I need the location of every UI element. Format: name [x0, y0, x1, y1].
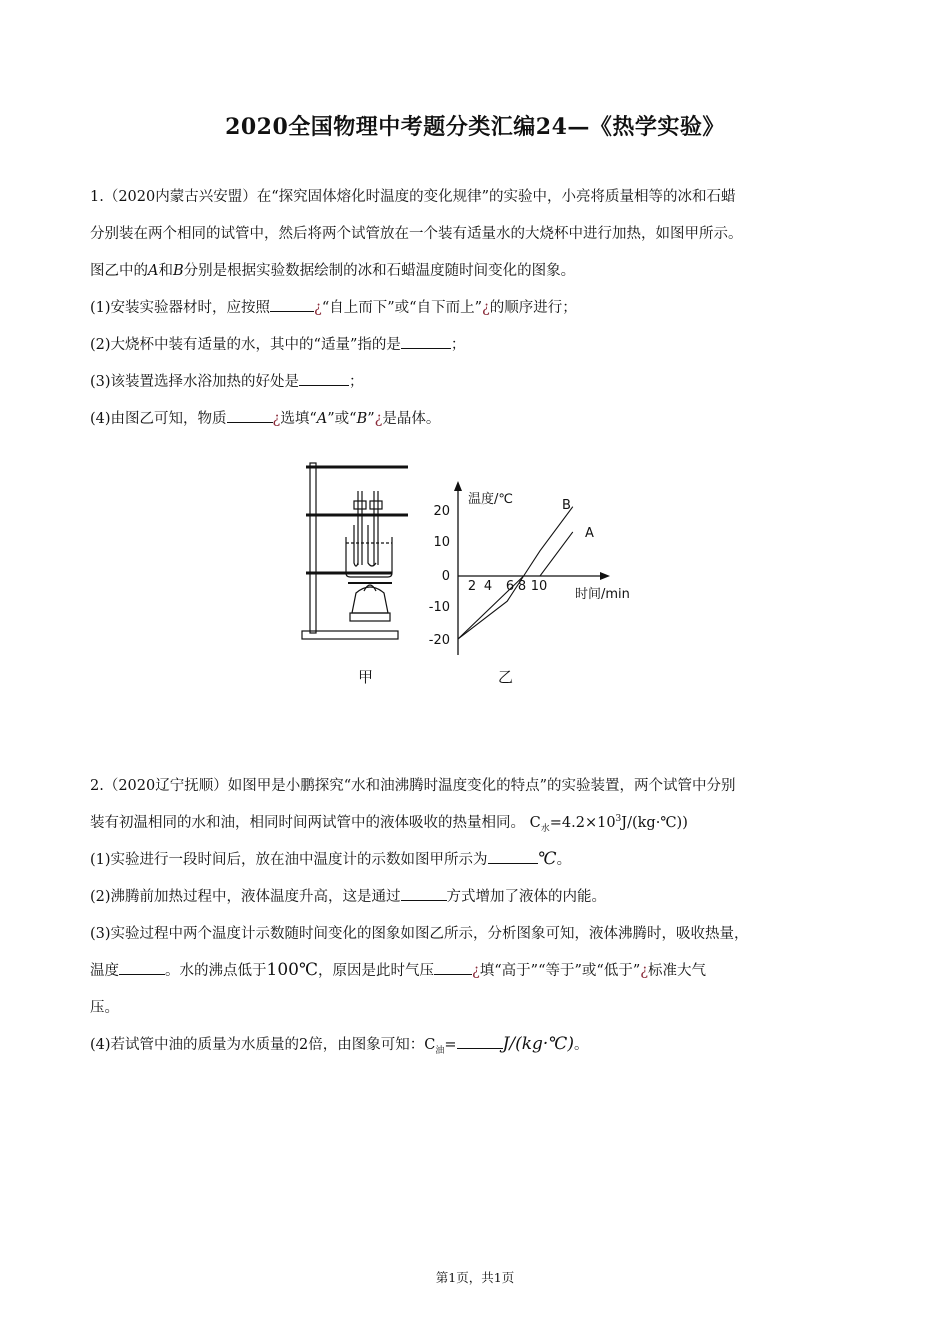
q1-part4 — [90, 407, 860, 428]
q2-part4 — [90, 1033, 860, 1056]
x-tick-label: 4 — [483, 579, 493, 594]
y-tick-label: 20 — [433, 504, 450, 519]
q1-intro-line3 — [90, 259, 860, 280]
x-tick-label: 2 — [467, 579, 477, 594]
q2-part3-text: 标准大气 — [648, 963, 707, 979]
test-tube-1 — [354, 525, 358, 566]
caption-yi: 乙 — [498, 668, 514, 686]
c-water-value: =4.2×10 — [549, 815, 616, 831]
q1-text: 分别是根据实验数据绘制的冰和石蜡温度随时间变化的图象。 — [183, 263, 576, 279]
y-axis-arrow — [454, 481, 462, 491]
q2-part2-text: (2)沸腾前加热过程中，液体温度升高，这是通过 — [90, 889, 401, 905]
q1-part4-hint: ”或“ — [327, 411, 357, 427]
inverted-question-mark: ¿ — [640, 963, 649, 979]
y-tick-label: -10 — [428, 600, 450, 615]
q1-part4-end: 是晶体。 — [382, 411, 441, 427]
answer-blank[interactable] — [457, 1034, 503, 1049]
x-tick-label: 8 — [517, 579, 527, 594]
y-tick-label: 0 — [441, 569, 450, 584]
answer-blank[interactable] — [270, 297, 314, 312]
y-tick-label: 10 — [433, 535, 450, 550]
q2-intro-line2: 装有初温相同的水和油，相同时间两试管中的液体吸收的热量相同。 $C_水=4.2\times 10^3J/(kg\cdot℃)$) — [90, 814, 688, 834]
answer-blank[interactable] — [434, 960, 472, 975]
c-oil-equals: = — [444, 1037, 457, 1053]
series-label-a: A — [585, 526, 594, 541]
q1-part3 — [90, 370, 860, 391]
q2-text: 装有初温相同的水和油，相同时间两试管中的液体吸收的热量相同。 — [90, 815, 525, 831]
q1-part3-end: ； — [349, 374, 364, 390]
q2-part3-text: 温度 — [90, 963, 119, 979]
symbol-b: B — [356, 411, 368, 427]
x-axis-label: 时间/min — [575, 587, 630, 602]
answer-blank[interactable] — [227, 408, 273, 423]
q2-part3-line1: (3)实验过程中两个温度计示数随时间变化的图象如图乙所示，分析图象可知，液体沸腾时，吸收热量， — [90, 926, 749, 942]
q1-part4-hint: ” — [367, 411, 375, 427]
page-title: 2020全国物理中考题分类汇编24—《热学实验》 — [225, 114, 725, 140]
celsius-unit: ℃ — [537, 849, 557, 869]
q1-intro-line2: 分别装在两个相同的试管中，然后将两个试管放在一个装有适量水的大烧杯中进行加热，如图甲所示。 — [90, 226, 743, 242]
caption-jia: 甲 — [358, 668, 374, 686]
q2-part2 — [90, 885, 860, 906]
q1-part3-text: (3)该装置选择水浴加热的好处是 — [90, 374, 300, 390]
answer-blank[interactable] — [401, 886, 447, 901]
symbol-a: A — [148, 263, 159, 279]
figure-drawing — [300, 455, 660, 690]
stand-rod — [310, 463, 316, 633]
q2-part1-text: (1)实验进行一段时间后，放在油中温度计的示数如图甲所示为 — [90, 852, 488, 868]
graph-yi — [429, 481, 630, 655]
x-tick-label: 10 — [530, 579, 548, 594]
q2-part4-end: 。 — [573, 1037, 589, 1053]
x-axis-arrow — [600, 572, 610, 580]
c-water-exponent: 3 — [615, 814, 622, 825]
answer-blank[interactable] — [401, 334, 451, 349]
q1-part4-hint: 选填“ — [280, 411, 317, 427]
q1-part1-end: 的顺序进行； — [489, 300, 577, 316]
experiment-figure — [300, 455, 660, 690]
test-tube-2 — [368, 525, 376, 566]
q1-text: 图乙中的 — [90, 263, 148, 279]
c-water-subscript: 水 — [540, 823, 550, 834]
y-tick-label: -20 — [428, 633, 450, 648]
c-water-unit: J/(kg·℃) — [621, 815, 683, 831]
q1-part4-text: (4)由图乙可知，物质 — [90, 411, 227, 427]
series-line-b — [458, 507, 573, 639]
q2-part3-text: 。水的沸点低于 — [165, 963, 267, 979]
c-oil-subscript: 油 — [435, 1045, 445, 1056]
clamp-block — [354, 501, 366, 509]
inverted-question-mark: ¿ — [481, 300, 490, 316]
q1-part2-end: ； — [450, 337, 466, 353]
inverted-question-mark: ¿ — [272, 411, 281, 427]
q2-part3-text: ，原因是此时气压 — [317, 963, 434, 979]
inverted-question-mark: ¿ — [314, 300, 322, 316]
q2-part3-line2 — [90, 959, 860, 980]
q1-part2-text: (2)大烧杯中装有适量的水，其中的“适量”指的是 — [90, 337, 401, 353]
c-water-symbol: C — [529, 815, 541, 831]
inverted-question-mark: ¿ — [471, 963, 480, 979]
q1-part1-options: “自上而下”或“自下而上” — [321, 300, 482, 316]
y-axis-label: 温度/℃ — [468, 492, 513, 507]
q2-part3-line3: 压。 — [90, 1000, 119, 1016]
q2-part1 — [90, 848, 860, 869]
alcohol-lamp — [352, 587, 388, 613]
q1-part2 — [90, 333, 860, 354]
page-footer: 第1页，共1页 — [435, 1270, 515, 1285]
q1-intro-line1: 1.（2020内蒙古兴安盟）在“探究固体熔化时温度的变化规律”的实验中，小亮将质量相等的冰和石蜡 — [90, 189, 736, 205]
c-oil-symbol: C — [424, 1037, 436, 1053]
q1-part1 — [90, 296, 860, 317]
boiling-point-value: 100℃ — [266, 960, 318, 980]
q2-part3-hint: 填“高于”“等于”或“低于” — [479, 963, 641, 979]
x-tick-label: 6 — [505, 579, 515, 594]
apparatus-jia — [302, 463, 408, 639]
answer-blank[interactable] — [119, 960, 165, 975]
q2-intro-line1: 2.（2020辽宁抚顺）如图甲是小鹏探究“水和油沸腾时温度变化的特点”的实验装置，两个试管中分别 — [90, 778, 736, 794]
q2-part1-end: 。 — [556, 852, 572, 868]
answer-blank[interactable] — [488, 849, 538, 864]
answer-blank[interactable] — [299, 371, 349, 386]
q2-part4-text: (4)若试管中油的质量为水质量的2倍，由图象可知： — [90, 1037, 425, 1053]
symbol-a: A — [316, 411, 328, 427]
series-label-b: B — [562, 498, 571, 513]
specific-heat-unit: J/(kg·℃) — [502, 1034, 574, 1054]
q1-part1-text: (1)安装实验器材时，应按照 — [90, 300, 271, 316]
q2-part2-end: 方式增加了液体的内能。 — [446, 889, 607, 905]
q1-text: 和 — [158, 263, 173, 279]
inverted-question-mark: ¿ — [374, 411, 383, 427]
symbol-b: B — [172, 263, 184, 279]
